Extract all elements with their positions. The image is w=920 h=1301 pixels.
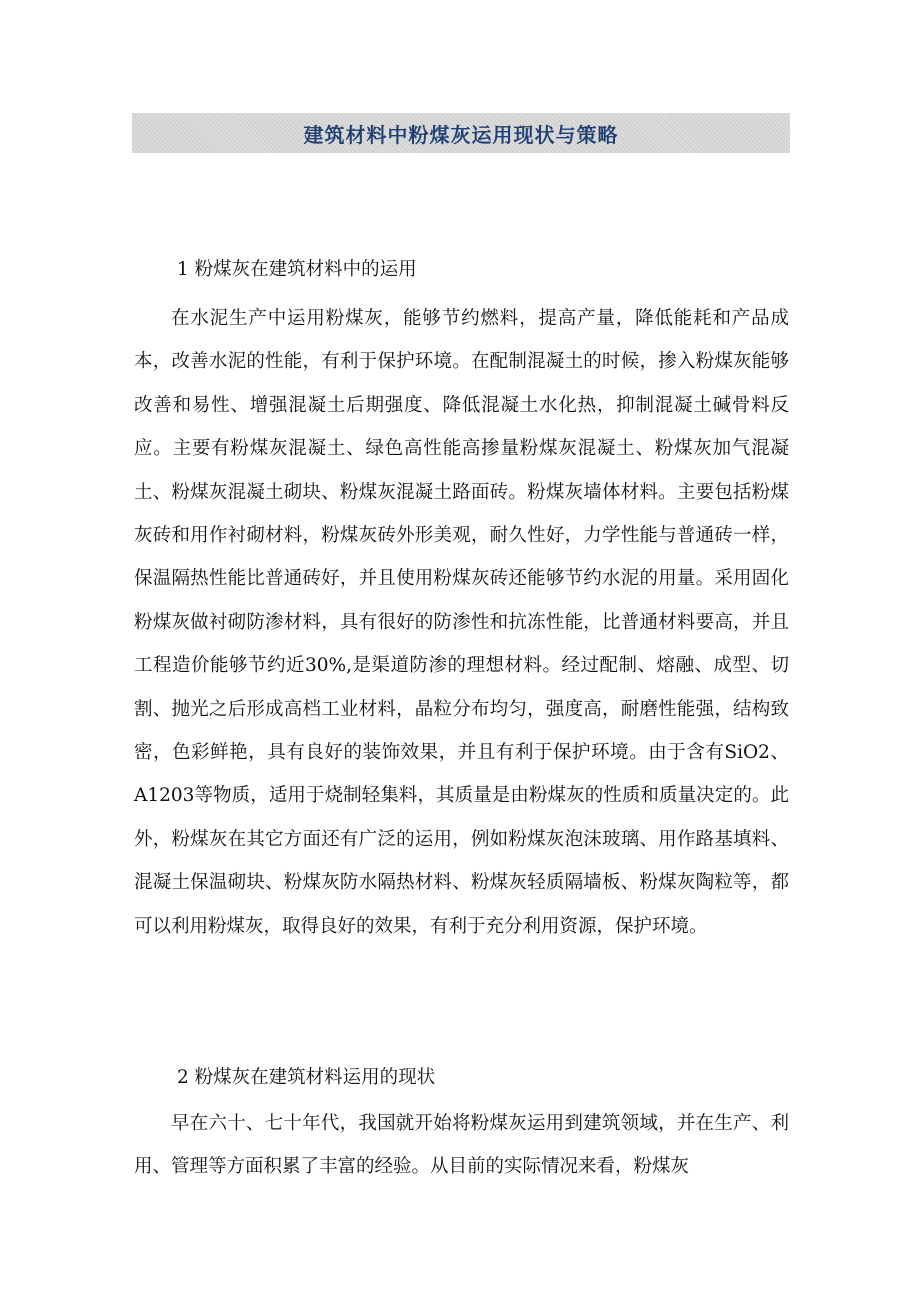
section-heading-2: 2 粉煤灰在建筑材料运用的现状: [177, 1067, 436, 1088]
document-title: 建筑材料中粉煤灰运用现状与策略: [303, 122, 619, 147]
title-banner: [132, 113, 790, 153]
section-heading-1: 1 粉煤灰在建筑材料中的运用: [177, 259, 417, 280]
section-paragraph-1: 在水泥生产中运用粉煤灰，能够节约燃料，提高产量，降低能耗和产品成本，改善水泥的性能，有利于保护环境。在配制混凝土的时候，掺入粉煤灰能够改善和易性、增强混凝土后期强度、降低混凝土水化热，抑制混凝土碱骨料反应。主要有粉煤灰混凝土、绿色高性能高掺量粉煤灰混凝土、粉煤灰加气混凝土、粉煤灰混凝土砌块、粉煤灰混凝土路面砖。粉煤灰墙体材料。主要包括粉煤灰砖和用作衬砌材料，粉煤灰砖外形美观，耐久性好，力学性能与普通砖一样，保温隔热性能比普通砖好，并且使用粉煤灰砖还能够节约水泥的用量。采用固化粉煤灰做衬砌防渗材料，具有很好的防渗性和抗冻性能，比普通材料要高，并且工程造价能够节约近30%,是渠道防渗的理想材料。经过配制、熔融、成型、切割、抛光之后形成高档工业材料，晶粒分布均匀，强度高，耐磨性能强，结构致密，色彩鲜艳，具有良好的装饰效果，并且有利于保护环境。由于含有SiO2、A1203等物质，适用于烧制轻集料，其质量是由粉煤灰的性质和质量决定的。此外，粉煤灰在其它方面还有广泛的运用，例如粉煤灰泡沫玻璃、用作路基填料、混凝土保温砌块、粉煤灰防水隔热材料、粉煤灰轻质隔墙板、粉煤灰陶粒等，都可以利用粉煤灰，取得良好的效果，有利于充分利用资源，保护环境。: [134, 308, 789, 937]
section-paragraph-2: 早在六十、七十年代，我国就开始将粉煤灰运用到建筑领域，并在生产、利用、管理等方面积累了丰富的经验。从目前的实际情况来看，粉煤灰: [134, 1113, 789, 1178]
